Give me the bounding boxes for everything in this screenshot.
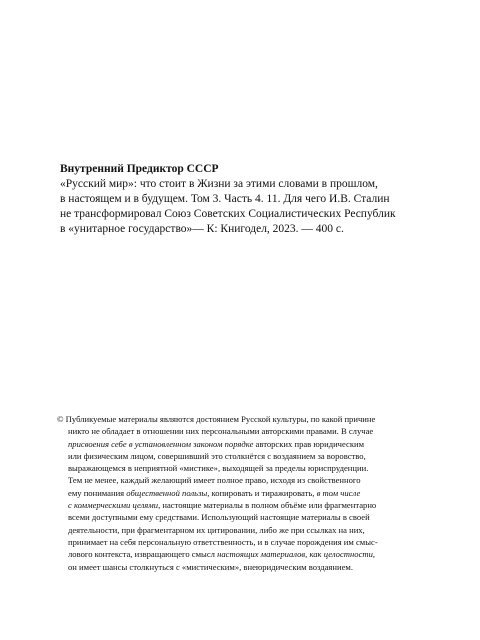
copyright-emphasis: общественной пользы bbox=[126, 487, 208, 498]
biblio-line-1: «Русский мир»: что стоит в Жизни за этими словами в прошлом, bbox=[60, 178, 378, 190]
copyright-text: ему понимания bbox=[68, 487, 127, 498]
copyright-line: деятельности, при фрагментарном их цитировании, либо же при ссылках на них, bbox=[68, 524, 365, 535]
copyright-text: , bbox=[372, 549, 376, 560]
author-title: Внутренний Предиктор СССР bbox=[60, 163, 219, 175]
biblio-line-3: не трансформировал Союз Советских Социалистических Республик bbox=[60, 208, 396, 220]
copyright-line: всеми доступными ему средствами. Использующий настоящие материалы в своей bbox=[68, 512, 370, 523]
copyright-emphasis: присвоения себе в установленном законом порядке bbox=[68, 438, 254, 449]
copyright-emphasis: настоящих материалов, как целостности bbox=[217, 549, 373, 560]
copyright-notice bbox=[57, 413, 417, 573]
copyright-line: никто не обладает в отношении них персональными авторскими правами. В случае bbox=[68, 426, 374, 437]
bibliographic-record bbox=[60, 162, 460, 237]
copyright-text: , копировать и тиражировать, bbox=[207, 487, 317, 498]
copyright-line: он имеет шансы столкнуться с «мистическим», внеюридическим воздаянием. bbox=[68, 561, 353, 572]
copyright-emphasis: с коммерческими целями bbox=[68, 500, 159, 511]
biblio-line-4: в «унитарное государство»— К: Книгодел, 2023. — 400 с. bbox=[60, 223, 344, 235]
biblio-line-2: в настоящем и в будущем. Том 3. Часть 4. 11. Для чего И.В. Сталин bbox=[60, 193, 390, 205]
copyright-line bbox=[57, 499, 417, 511]
copyright-line: принимает на себя персональную ответственность, и в случае порождения им смыс- bbox=[68, 536, 378, 547]
copyright-emphasis: в том числе bbox=[316, 487, 361, 498]
copyright-line bbox=[57, 487, 417, 499]
copyright-text: лового контекста, извращающего смысл bbox=[68, 549, 218, 560]
copyright-line: или физическим лицом, совершивший это столкнётся с воздаянием за воровство, bbox=[68, 450, 366, 461]
copyright-line: Тем не менее, каждый желающий имеет полное право, исходя из свойственного bbox=[68, 475, 361, 486]
copyright-line bbox=[57, 438, 417, 450]
copyright-text: авторских прав юридическим bbox=[253, 438, 365, 449]
copyright-line: © Публикуемые материалы являются достоянием Русской культуры, по какой причине bbox=[57, 414, 376, 424]
copyright-line bbox=[57, 548, 417, 560]
copyright-line: выражающемся в неприятной «мистике», выходящей за пределы юриспруденции. bbox=[68, 463, 369, 474]
copyright-text: , настоящие материалы в полном объёме или фрагментарно bbox=[158, 500, 377, 511]
